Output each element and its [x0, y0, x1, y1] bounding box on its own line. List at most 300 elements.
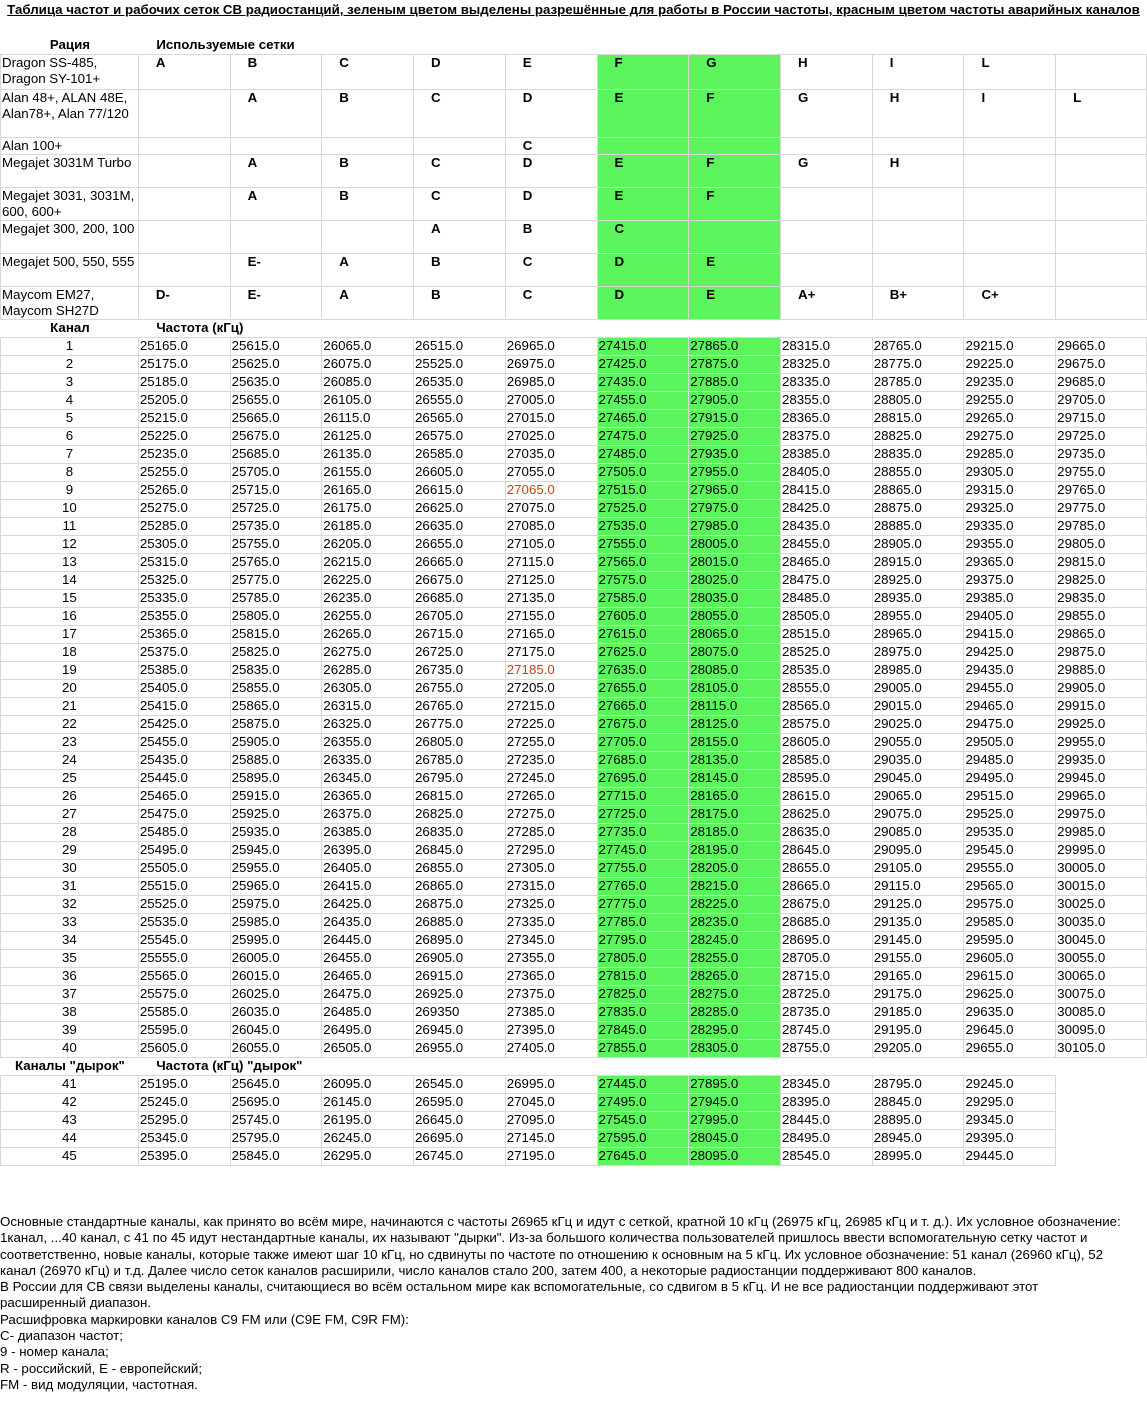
frequency-value: 25965.0	[230, 878, 322, 896]
frequency-value: 26255.0	[322, 608, 414, 626]
frequency-value: 28675.0	[780, 896, 872, 914]
grid-label	[1056, 138, 1147, 155]
frequency-value: 28135.0	[689, 752, 781, 770]
grid-label: C+	[964, 287, 1056, 320]
channel-number: 2	[1, 356, 139, 374]
frequency-value: 28785.0	[872, 374, 964, 392]
channel-number: 13	[1, 554, 139, 572]
channel-number: 43	[1, 1112, 139, 1130]
frequency-value: 26445.0	[322, 932, 414, 950]
frequency-value: 30065.0	[1056, 968, 1147, 986]
radio-name: Megajet 3031, 3031M, 600, 600+	[1, 188, 139, 221]
frequency-value: 25345.0	[138, 1130, 230, 1148]
frequency-value: 25215.0	[138, 410, 230, 428]
frequency-value: 29665.0	[1056, 338, 1147, 356]
frequency-value: 25165.0	[138, 338, 230, 356]
frequency-value: 25975.0	[230, 896, 322, 914]
frequency-value: 26975.0	[505, 356, 597, 374]
frequency-value: 27905.0	[689, 392, 781, 410]
grid-label: B	[414, 287, 506, 320]
frequency-value: 27005.0	[505, 392, 597, 410]
frequency-value: 28155.0	[689, 734, 781, 752]
frequency-value: 25445.0	[138, 770, 230, 788]
grid-label: A	[230, 188, 322, 221]
frequency-value: 29045.0	[872, 770, 964, 788]
frequency-value: 28295.0	[689, 1022, 781, 1040]
channel-row	[1, 752, 1147, 770]
frequency-value: 29535.0	[964, 824, 1056, 842]
grid-label: E	[597, 188, 689, 221]
frequency-value: 28455.0	[780, 536, 872, 554]
grid-label: D	[505, 155, 597, 188]
grid-label: C	[597, 221, 689, 254]
frequency-value: 26085.0	[322, 374, 414, 392]
frequency-value: 25685.0	[230, 446, 322, 464]
frequency-value: 25645.0	[230, 1076, 322, 1094]
channel-number: 27	[1, 806, 139, 824]
frequency-value: 29765.0	[1056, 482, 1147, 500]
frequency-value: 25615.0	[230, 338, 322, 356]
note-paragraph: Основные стандартные каналы, как принято во всём мире, начинаются с частоты 26965 кГц и идут с сеткой, кратной 10 кГц (26975 кГц, 26985 кГц и т. д.). Их условное обозначение: 1канал, ...40 канал, с 41 по 45 идут нестандартные каналы, их называют "дырки". Из-за большого количества пользователей пришлось ввести вспомогательную сетку частот и соответственно, новые каналы, которые также имеют шаг 10 кГц, но сдвинуты по частоте по отношению к основным на 5 кГц. Их условное обозначение: 51 канал (26960 кГц), 52 канал (26970 кГц) и т.д. Далее число сеток каналов расширили, число каналов стало 200, затем 400, а некоторые радиостанции поддерживают 800 каналов.	[0, 1214, 1121, 1278]
frequency-value: 25845.0	[230, 1148, 322, 1166]
frequency-value: 28915.0	[872, 554, 964, 572]
frequency-value: 25925.0	[230, 806, 322, 824]
frequency-value: 26425.0	[322, 896, 414, 914]
frequency-value: 29175.0	[872, 986, 964, 1004]
frequency-value: 25495.0	[138, 842, 230, 860]
frequency-value: 27245.0	[505, 770, 597, 788]
frequency-value: 27545.0	[597, 1112, 689, 1130]
channel-row	[1, 896, 1147, 914]
frequency-value: 28335.0	[780, 374, 872, 392]
channel-row	[1, 716, 1147, 734]
frequency-value: 25305.0	[138, 536, 230, 554]
frequency-value: 27575.0	[597, 572, 689, 590]
frequency-value: 29445.0	[964, 1148, 1056, 1166]
grid-label	[689, 138, 781, 155]
frequency-value: 25185.0	[138, 374, 230, 392]
frequency-value: 27205.0	[505, 680, 597, 698]
frequency-value: 25285.0	[138, 518, 230, 536]
frequency-value: 26265.0	[322, 626, 414, 644]
frequency-value: 27365.0	[505, 968, 597, 986]
frequency-value: 25695.0	[230, 1094, 322, 1112]
frequency-value: 27115.0	[505, 554, 597, 572]
grid-label	[1056, 221, 1147, 254]
frequency-value: 28955.0	[872, 608, 964, 626]
frequency-value: 26885.0	[414, 914, 506, 932]
frequency-value: 27975.0	[689, 500, 781, 518]
grid-label: A	[138, 55, 230, 90]
frequency-value: 28485.0	[780, 590, 872, 608]
frequency-value: 29345.0	[964, 1112, 1056, 1130]
frequency-value: 27125.0	[505, 572, 597, 590]
frequency-value: 28525.0	[780, 644, 872, 662]
channel-row	[1, 662, 1147, 680]
frequency-value: 26535.0	[414, 374, 506, 392]
frequency-value: 25175.0	[138, 356, 230, 374]
frequency-value: 26965.0	[505, 338, 597, 356]
frequency-value: 26955.0	[414, 1040, 506, 1058]
frequency-value: 28595.0	[780, 770, 872, 788]
frequency-value: 29405.0	[964, 608, 1056, 626]
channel-number: 16	[1, 608, 139, 626]
frequency-value: 26665.0	[414, 554, 506, 572]
grid-label: E-	[230, 287, 322, 320]
grid-label	[138, 188, 230, 221]
frequency-value: 25315.0	[138, 554, 230, 572]
frequency-value: 28385.0	[780, 446, 872, 464]
channel-row	[1, 608, 1147, 626]
grid-label: D	[414, 55, 506, 90]
frequency-value: 28865.0	[872, 482, 964, 500]
frequency-value: 29265.0	[964, 410, 1056, 428]
empty-cell	[1056, 1112, 1147, 1130]
frequency-value: 27295.0	[505, 842, 597, 860]
frequency-value: 29605.0	[964, 950, 1056, 968]
grid-label	[1056, 254, 1147, 287]
channel-number: 44	[1, 1130, 139, 1148]
frequency-value: 26735.0	[414, 662, 506, 680]
grid-label: A	[322, 287, 414, 320]
channel-row	[1, 788, 1147, 806]
frequency-value: 29785.0	[1056, 518, 1147, 536]
frequency-value: 29555.0	[964, 860, 1056, 878]
frequency-value: 30055.0	[1056, 950, 1147, 968]
holes-row	[1, 1094, 1147, 1112]
grid-label	[872, 138, 964, 155]
radio-name: Alan 48+, ALAN 48E, Alan78+, Alan 77/120	[1, 90, 139, 138]
grid-label: D	[597, 254, 689, 287]
empty-cell	[1056, 1130, 1147, 1148]
frequency-value: 25545.0	[138, 932, 230, 950]
frequency-value: 25735.0	[230, 518, 322, 536]
grid-label	[964, 155, 1056, 188]
frequency-value: 25225.0	[138, 428, 230, 446]
frequency-value: 29825.0	[1056, 572, 1147, 590]
frequency-value: 29025.0	[872, 716, 964, 734]
frequency-value: 29865.0	[1056, 626, 1147, 644]
frequency-value: 29145.0	[872, 932, 964, 950]
frequency-value: 29395.0	[964, 1130, 1056, 1148]
grid-label: F	[689, 90, 781, 138]
channel-row	[1, 680, 1147, 698]
frequency-value: 26785.0	[414, 752, 506, 770]
frequency-value: 29885.0	[1056, 662, 1147, 680]
frequency-value: 27335.0	[505, 914, 597, 932]
frequency-value: 28545.0	[780, 1148, 872, 1166]
grid-label: F	[597, 55, 689, 90]
frequency-value: 25555.0	[138, 950, 230, 968]
frequency-value: 26385.0	[322, 824, 414, 842]
frequency-value: 26185.0	[322, 518, 414, 536]
frequency-value: 26825.0	[414, 806, 506, 824]
page-title: Таблица частот и рабочих сеток СВ радиостанций, зеленым цветом выделены разрешённые для работы в России частоты, красным цветом частоты аварийных каналов	[7, 2, 1140, 17]
frequency-value: 27495.0	[597, 1094, 689, 1112]
frequency-value: 29255.0	[964, 392, 1056, 410]
frequency-value: 27765.0	[597, 878, 689, 896]
frequency-value: 26295.0	[322, 1148, 414, 1166]
frequency-value: 27615.0	[597, 626, 689, 644]
frequency-value: 28235.0	[689, 914, 781, 932]
frequency-value: 25295.0	[138, 1112, 230, 1130]
frequency-value: 29465.0	[964, 698, 1056, 716]
channel-number: 26	[1, 788, 139, 806]
frequency-value: 26075.0	[322, 356, 414, 374]
frequency-value: 27745.0	[597, 842, 689, 860]
frequency-value: 29755.0	[1056, 464, 1147, 482]
frequency-value: 26355.0	[322, 734, 414, 752]
grid-label	[872, 188, 964, 221]
note-paragraph: C- диапазон частот;	[0, 1328, 123, 1344]
frequency-value: 26985.0	[505, 374, 597, 392]
frequency-value: 25455.0	[138, 734, 230, 752]
frequency-value: 26695.0	[414, 1130, 506, 1148]
frequency-value: 25815.0	[230, 626, 322, 644]
grid-label	[597, 138, 689, 155]
channel-number: 32	[1, 896, 139, 914]
holes-frequency-header: Частота (кГц) "дырок"	[156, 1058, 303, 1073]
frequency-value: 28165.0	[689, 788, 781, 806]
frequency-value: 26015.0	[230, 968, 322, 986]
grid-label: A	[322, 254, 414, 287]
frequency-value: 27275.0	[505, 806, 597, 824]
frequency-value: 26505.0	[322, 1040, 414, 1058]
frequency-value: 28725.0	[780, 986, 872, 1004]
frequency-value: 26685.0	[414, 590, 506, 608]
frequency-value: 26095.0	[322, 1076, 414, 1094]
frequency-value: 27195.0	[505, 1148, 597, 1166]
frequency-value: 26705.0	[414, 608, 506, 626]
frequency-value: 27175.0	[505, 644, 597, 662]
frequency-value: 29645.0	[964, 1022, 1056, 1040]
grid-label	[1056, 287, 1147, 320]
frequency-value: 28095.0	[689, 1148, 781, 1166]
channel-row	[1, 356, 1147, 374]
frequency-value: 29545.0	[964, 842, 1056, 860]
frequency-value: 26515.0	[414, 338, 506, 356]
channel-number: 24	[1, 752, 139, 770]
frequency-value: 25525.0	[414, 356, 506, 374]
grid-label	[138, 155, 230, 188]
frequency-value: 26815.0	[414, 788, 506, 806]
frequency-value: 28835.0	[872, 446, 964, 464]
channel-row	[1, 734, 1147, 752]
channel-number: 29	[1, 842, 139, 860]
frequency-value: 28175.0	[689, 806, 781, 824]
frequency-value: 27475.0	[597, 428, 689, 446]
frequency-value: 26065.0	[322, 338, 414, 356]
frequency-value: 26215.0	[322, 554, 414, 572]
frequency-value: 29705.0	[1056, 392, 1147, 410]
frequency-value: 27715.0	[597, 788, 689, 806]
frequency-value: 28605.0	[780, 734, 872, 752]
frequency-value: 29315.0	[964, 482, 1056, 500]
frequency-value: 27455.0	[597, 392, 689, 410]
frequency-value: 28905.0	[872, 536, 964, 554]
frequency-value: 28415.0	[780, 482, 872, 500]
frequency-value: 28075.0	[689, 644, 781, 662]
channel-number: 15	[1, 590, 139, 608]
channel-number: 12	[1, 536, 139, 554]
frequency-value: 28055.0	[689, 608, 781, 626]
frequency-value: 28125.0	[689, 716, 781, 734]
holes-row	[1, 1148, 1147, 1166]
empty-cell	[1056, 1094, 1147, 1112]
channel-number: 36	[1, 968, 139, 986]
frequency-value: 27095.0	[505, 1112, 597, 1130]
frequency-value: 28645.0	[780, 842, 872, 860]
channel-number: 42	[1, 1094, 139, 1112]
grid-label: C	[505, 138, 597, 155]
frequency-value: 25385.0	[138, 662, 230, 680]
frequency-value: 26895.0	[414, 932, 506, 950]
channel-row	[1, 806, 1147, 824]
frequency-value: 28925.0	[872, 572, 964, 590]
frequency-value: 29995.0	[1056, 842, 1147, 860]
channel-row	[1, 626, 1147, 644]
channel-number: 34	[1, 932, 139, 950]
frequency-value: 27435.0	[597, 374, 689, 392]
frequency-value: 25355.0	[138, 608, 230, 626]
frequency-value: 26165.0	[322, 482, 414, 500]
grid-label	[689, 221, 781, 254]
frequency-value: 28195.0	[689, 842, 781, 860]
frequency-value: 26305.0	[322, 680, 414, 698]
frequency-value: 27355.0	[505, 950, 597, 968]
grid-label: E	[689, 254, 781, 287]
frequency-value: 29065.0	[872, 788, 964, 806]
frequency-value: 28575.0	[780, 716, 872, 734]
radio-column-header: Рация	[49, 37, 91, 52]
frequency-value: 26375.0	[322, 806, 414, 824]
frequency-value: 27965.0	[689, 482, 781, 500]
frequency-value: 28995.0	[872, 1148, 964, 1166]
grid-label: B	[414, 254, 506, 287]
channel-row	[1, 644, 1147, 662]
channel-number: 6	[1, 428, 139, 446]
frequency-value: 29565.0	[964, 878, 1056, 896]
frequency-value: 27385.0	[505, 1004, 597, 1022]
frequency-value: 25765.0	[230, 554, 322, 572]
frequency-value: 26275.0	[322, 644, 414, 662]
frequency-value: 29525.0	[964, 806, 1056, 824]
frequency-value: 26555.0	[414, 392, 506, 410]
frequency-value: 27215.0	[505, 698, 597, 716]
frequency-value: 25585.0	[138, 1004, 230, 1022]
frequency-value: 28185.0	[689, 824, 781, 842]
frequency-value: 26575.0	[414, 428, 506, 446]
frequency-value: 27925.0	[689, 428, 781, 446]
frequency-value: 26155.0	[322, 464, 414, 482]
frequency-value: 27055.0	[505, 464, 597, 482]
frequency-value: 25485.0	[138, 824, 230, 842]
channel-row	[1, 1004, 1147, 1022]
frequency-value: 28535.0	[780, 662, 872, 680]
frequency-value: 29685.0	[1056, 374, 1147, 392]
frequency-value: 28045.0	[689, 1130, 781, 1148]
frequency-value: 29365.0	[964, 554, 1056, 572]
grid-label: A	[230, 90, 322, 138]
channel-number: 3	[1, 374, 139, 392]
frequency-value: 28555.0	[780, 680, 872, 698]
frequency-value: 30105.0	[1056, 1040, 1147, 1058]
frequency-value: 25375.0	[138, 644, 230, 662]
frequency-value: 27995.0	[689, 1112, 781, 1130]
frequency-value: 25945.0	[230, 842, 322, 860]
frequency-value: 27795.0	[597, 932, 689, 950]
frequency-value: 27395.0	[505, 1022, 597, 1040]
grid-label	[780, 221, 872, 254]
frequency-value: 28035.0	[689, 590, 781, 608]
frequency-value: 25415.0	[138, 698, 230, 716]
frequency-value: 26715.0	[414, 626, 506, 644]
channel-number: 4	[1, 392, 139, 410]
frequency-value: 26455.0	[322, 950, 414, 968]
frequency-value: 28215.0	[689, 878, 781, 896]
frequency-value: 25835.0	[230, 662, 322, 680]
frequency-value: 26835.0	[414, 824, 506, 842]
frequency-value: 26905.0	[414, 950, 506, 968]
frequency-value: 29125.0	[872, 896, 964, 914]
frequency-value: 25435.0	[138, 752, 230, 770]
frequency-value: 26315.0	[322, 698, 414, 716]
frequency-value: 26995.0	[505, 1076, 597, 1094]
frequency-value: 29005.0	[872, 680, 964, 698]
frequency-value: 29585.0	[964, 914, 1056, 932]
frequency-value: 26595.0	[414, 1094, 506, 1112]
frequency-value: 29155.0	[872, 950, 964, 968]
frequency-value: 28825.0	[872, 428, 964, 446]
frequency-value: 27955.0	[689, 464, 781, 482]
frequency-value: 28975.0	[872, 644, 964, 662]
grid-label: A	[414, 221, 506, 254]
radio-header-row	[1, 37, 1147, 55]
frequency-value: 28365.0	[780, 410, 872, 428]
frequency-value: 27515.0	[597, 482, 689, 500]
frequency-value: 26565.0	[414, 410, 506, 428]
channel-number: 38	[1, 1004, 139, 1022]
frequency-value: 25895.0	[230, 770, 322, 788]
frequency-value: 28515.0	[780, 626, 872, 644]
channel-row	[1, 374, 1147, 392]
frequency-value: 26415.0	[322, 878, 414, 896]
frequency-value: 29975.0	[1056, 806, 1147, 824]
radio-name: Megajet 500, 550, 555	[1, 254, 139, 287]
frequency-value: 26365.0	[322, 788, 414, 806]
frequency-value: 27065.0	[505, 482, 597, 500]
frequency-value: 29675.0	[1056, 356, 1147, 374]
frequency-value: 29135.0	[872, 914, 964, 932]
frequency-value: 29735.0	[1056, 446, 1147, 464]
channel-number: 8	[1, 464, 139, 482]
frequency-value: 29925.0	[1056, 716, 1147, 734]
grid-label	[780, 188, 872, 221]
grid-label	[964, 221, 1056, 254]
frequency-value: 28805.0	[872, 392, 964, 410]
grid-label: F	[689, 155, 781, 188]
grid-label	[322, 138, 414, 155]
frequency-value: 25335.0	[138, 590, 230, 608]
frequency-value: 26045.0	[230, 1022, 322, 1040]
frequency-value: 25905.0	[230, 734, 322, 752]
frequency-value: 29035.0	[872, 752, 964, 770]
radio-name: Maycom EM27, Maycom SH27D	[1, 287, 139, 320]
frequency-value: 28625.0	[780, 806, 872, 824]
frequency-value: 27895.0	[689, 1076, 781, 1094]
frequency-value: 26285.0	[322, 662, 414, 680]
frequency-value: 29635.0	[964, 1004, 1056, 1022]
